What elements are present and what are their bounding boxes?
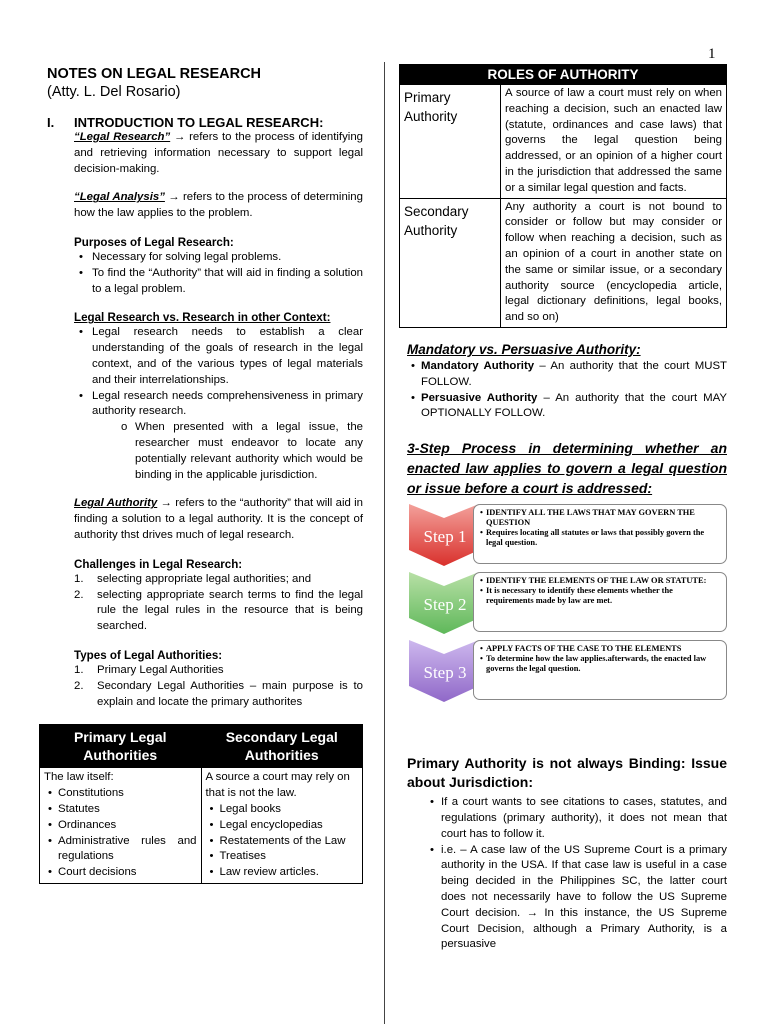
list-item: • Ordinances <box>58 818 197 834</box>
list-item <box>74 679 363 711</box>
list-item <box>74 572 363 588</box>
document-title: NOTES ON LEGAL RESEARCH <box>47 66 262 82</box>
table-header-secondary: Secondary Legal Authorities <box>201 725 363 768</box>
secondary-list <box>206 802 359 881</box>
section-heading <box>47 115 363 130</box>
section-title: INTRODUCTION TO LEGAL RESEARCH: <box>74 115 324 130</box>
step-label: Step 3 <box>423 663 467 683</box>
item-number: 1. <box>74 663 84 676</box>
list-item: • i.e. – A case law of the US Supreme Court is a primary authority in the USA. If that case law is useful in a case being decided in the Philippines SC, the latter court does not necessarily have to follow the US Supreme Court decision. → In this instance, the US Supreme Court Decision, although a Primary Authority, is a persuasive <box>441 843 727 954</box>
list-item: • To find the “Authority” that will aid in finding a solution to a legal problem. <box>92 266 363 298</box>
list-item-text: Legal research needs comprehensiveness in primary authority research. <box>92 389 363 418</box>
step-content <box>473 504 727 564</box>
list-item: • Statutes <box>58 802 197 818</box>
step-content <box>473 572 727 632</box>
binding-heading: Primary Authority is not always Binding: Issue about Jurisdiction: <box>407 755 727 791</box>
step-label: Step 2 <box>423 595 467 615</box>
list-item: • Administrative rules and regulations <box>58 834 197 866</box>
list-item: • Legal research needs to establish a clear understanding of the goals of research in the legal context, and of the various types of legal materials and their interrelationships. <box>92 325 363 388</box>
definition-legal-analysis <box>74 190 363 222</box>
step-text: • Requires locating all statutes or laws that possibly govern the legal question. <box>486 528 722 548</box>
list-item <box>74 663 363 679</box>
definition-text: → refers to the process of determining how the law applies to the problem. <box>74 191 363 220</box>
three-step-diagram <box>409 504 727 724</box>
role-name: Primary Authority <box>400 85 501 199</box>
sub-list-item: o When presented with a legal issue, the researcher must endeavor to locate any potentially relevant authority which would be binding in the applicable jurisdiction. <box>135 420 363 483</box>
term-legal-research: “Legal Research” <box>74 131 171 143</box>
legal-authorities-table <box>39 724 363 884</box>
definition-legal-authority <box>74 496 363 543</box>
step-label: Step 1 <box>423 527 467 547</box>
term: Mandatory Authority <box>421 359 535 372</box>
step-title: • IDENTIFY THE ELEMENTS OF THE LAW OR STATUTE: <box>486 576 722 586</box>
term: Persuasive Authority <box>421 391 538 404</box>
primary-list <box>44 786 197 881</box>
versus-heading: Legal Research vs. Research in other Context: <box>74 311 331 325</box>
term-legal-analysis: “Legal Analysis” <box>74 191 165 204</box>
list-item: • Constitutions <box>58 786 197 802</box>
types-list <box>47 663 363 710</box>
list-item <box>92 389 363 484</box>
item-number: 1. <box>74 572 84 585</box>
table-header-primary: Primary Legal Authorities <box>40 725 202 768</box>
types-heading: Types of Legal Authorities: <box>74 648 223 662</box>
item-text: Primary Legal Authorities <box>97 663 224 676</box>
right-column <box>399 64 727 953</box>
step-title: • IDENTIFY ALL THE LAWS THAT MAY GOVERN THE QUESTION <box>486 508 722 528</box>
list-item: • If a court wants to see citations to cases, statutes, and regulations (primary authority), it does not mean that court has to follow it. <box>441 795 727 842</box>
challenges-list <box>47 572 363 635</box>
list-item: • Restatements of the Law <box>220 834 359 850</box>
roles-of-authority-table <box>399 64 727 328</box>
binding-list <box>399 795 727 953</box>
list-item <box>74 588 363 635</box>
steps-heading: 3-Step Process in determining whether an enacted law applies to govern a legal question or issue before a court is addressed: <box>407 440 727 497</box>
definition-legal-research <box>74 130 363 177</box>
purposes-heading: Purposes of Legal Research: <box>74 235 234 249</box>
item-text: selecting appropriate legal authorities; and <box>97 572 312 585</box>
definition-text: → refers to the process of identifying and retrieving information necessary to support legal decision-making. <box>74 131 363 175</box>
step-3 <box>409 640 727 702</box>
list-item <box>421 359 727 391</box>
list-item: • Necessary for solving legal problems. <box>92 250 363 266</box>
roles-table-header: ROLES OF AUTHORITY <box>400 65 727 85</box>
item-number: 2. <box>74 588 84 601</box>
secondary-intro: A source a court may rely on that is not the law. <box>205 771 350 800</box>
purposes-list <box>47 250 363 297</box>
item-text: selecting appropriate search terms to find the legal rule the legal rules in the resource that is being searched. <box>97 588 363 633</box>
list-item: • Legal encyclopedias <box>220 818 359 834</box>
mandatory-list <box>399 359 727 422</box>
term-text: – An authority that the court MAY OPTIONALLY FOLLOW. <box>421 391 727 420</box>
sub-list <box>92 420 363 483</box>
definition-text: → refers to the “authority” that will aid in finding a solution to a legal authority. It is the concept of authority thst drives much of legal research. <box>74 497 363 541</box>
term-legal-authority: Legal Authority <box>74 497 158 510</box>
item-number: 2. <box>74 679 84 692</box>
list-item <box>421 391 727 423</box>
step-title: • APPLY FACTS OF THE CASE TO THE ELEMENTS <box>486 644 722 654</box>
column-divider <box>384 62 385 1024</box>
step-text: • To determine how the law applies.afterwards, the enacted law governs the legal question. <box>486 654 722 674</box>
secondary-cell <box>201 768 363 884</box>
mandatory-heading: Mandatory vs. Persuasive Authority: <box>407 341 641 357</box>
list-item: • Court decisions <box>58 865 197 881</box>
primary-intro: The law itself: <box>44 771 114 784</box>
term-text: – An authority that the court MUST FOLLOW. <box>421 359 728 388</box>
role-description: Any authority a court is not bound to consider or follow but may consider or follow when reaching a decision, such as an opinion of a court in another state on the same or similar issue, or a secondary authority source (encyclopedia article, legal dictionary definitions, legal books, and so on) <box>501 198 727 327</box>
primary-cell <box>40 768 202 884</box>
role-description: A source of law a court must rely on when reaching a decision, such an enacted law (statute, ordinances and case laws) that governs the legal question being addressed, or an opinion of a higher court in the jurisdiction that addressed the same or a similar legal question and facts. <box>501 85 727 199</box>
step-text: • It is necessary to identify these elements whether the requirements made by law are met. <box>486 586 722 606</box>
list-item: • Treatises <box>220 849 359 865</box>
left-column <box>44 64 363 884</box>
step-content <box>473 640 727 700</box>
step-1 <box>409 504 727 566</box>
versus-list <box>47 325 363 483</box>
list-item: • Law review articles. <box>220 865 359 881</box>
section-number: I. <box>47 115 55 130</box>
item-text: Secondary Legal Authorities – main purpose is to explain and locate the primary authorites <box>97 679 363 708</box>
step-2 <box>409 572 727 634</box>
challenges-heading: Challenges in Legal Research: <box>74 557 243 571</box>
role-name: Secondary Authority <box>400 198 501 327</box>
document-author: (Atty. L. Del Rosario) <box>47 84 181 100</box>
page-number: 1 <box>708 46 716 62</box>
list-item: • Legal books <box>220 802 359 818</box>
